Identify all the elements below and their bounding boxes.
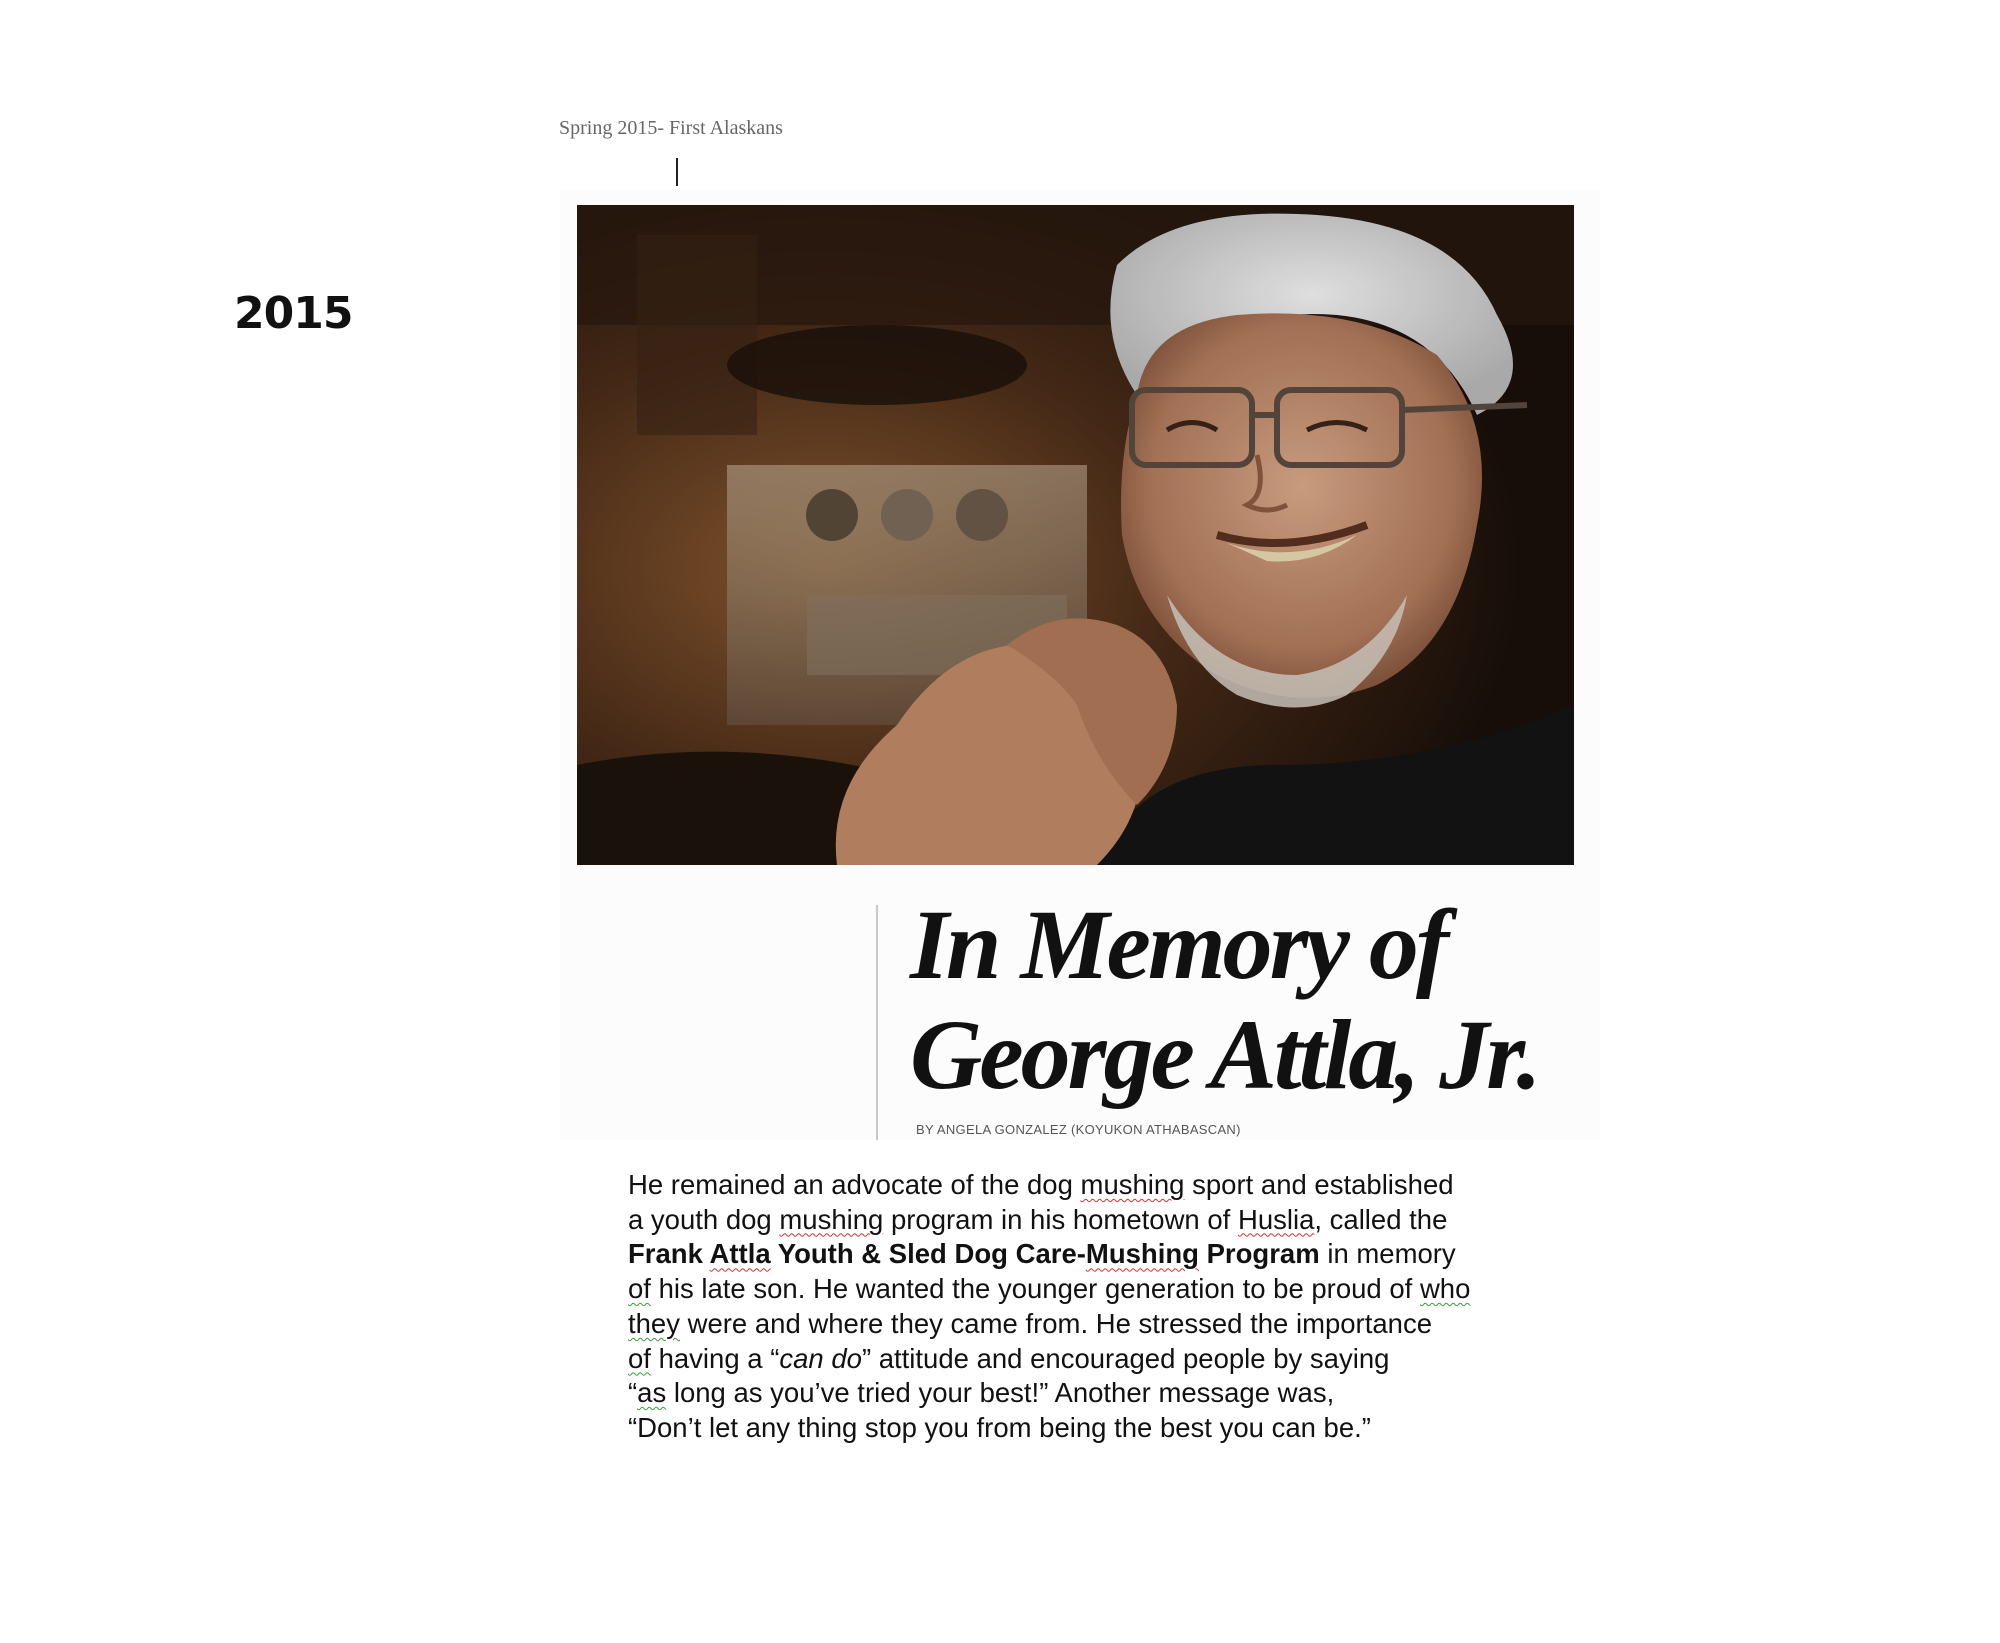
body-line-7: “as long as you’ve tried your best!” Another message was, [628,1377,1335,1409]
title-divider [876,905,878,1140]
grammar-word[interactable]: they [628,1307,680,1339]
byline: BY ANGELA GONZALEZ (KOYUKON ATHABASCAN) [916,1122,1241,1137]
body-line-5: they were and where they came from. He stressed the importance [628,1307,1432,1339]
running-head: Spring 2015- First Alaskans [559,117,783,139]
spellcheck-word[interactable]: Mushing [1085,1238,1199,1270]
portrait-illustration [577,205,1574,865]
body-line-3: Frank Attla Youth & Sled Dog Care-Mushing Program in memory [628,1238,1456,1270]
grammar-word[interactable]: of [628,1273,651,1305]
spellcheck-word[interactable]: Attla [709,1238,771,1270]
year-label: 2015 [234,288,353,339]
grammar-word[interactable]: of [628,1342,651,1374]
body-line-2: a youth dog mushing program in his hometown of Huslia, called the [628,1203,1448,1235]
body-line-4: of his late son. He wanted the younger generation to be proud of who [628,1273,1471,1305]
article-body [628,1168,1628,1446]
body-line-8: “Don’t let any thing stop you from being the best you can be.” [628,1411,1371,1443]
portrait-photo [577,205,1574,865]
text-cursor [676,158,678,186]
spellcheck-word[interactable]: Huslia [1237,1203,1315,1235]
spellcheck-word[interactable]: mushing [1080,1169,1185,1200]
body-line-6: of having a “can do” attitude and encouraged people by saying [628,1342,1390,1374]
grammar-word[interactable]: as [637,1377,667,1409]
spellcheck-word[interactable]: mushing [779,1203,884,1235]
body-line-1: He remained an advocate of the dog mushing sport and established [628,1169,1454,1200]
article-title-line-2: George Attla, Jr. [910,999,1539,1110]
article-title-line-1: In Memory of [910,889,1447,1000]
grammar-word[interactable]: who [1419,1273,1471,1305]
